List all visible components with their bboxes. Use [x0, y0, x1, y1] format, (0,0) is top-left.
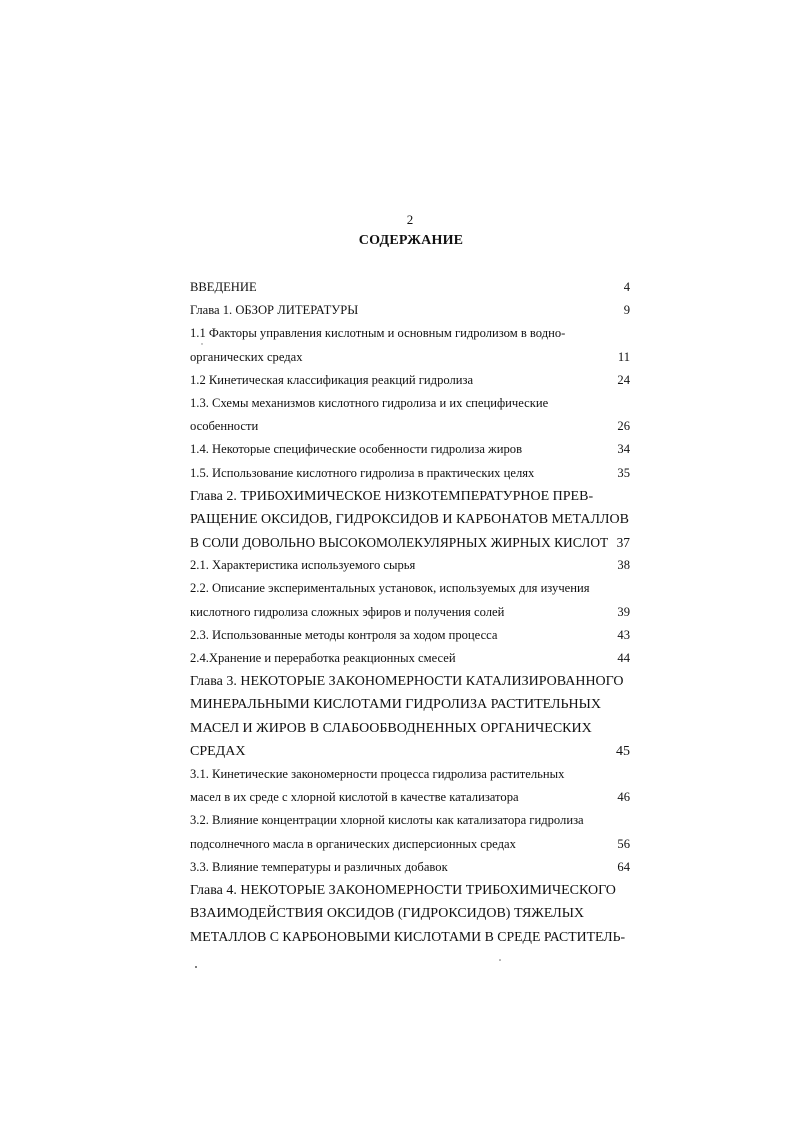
toc-entry-page: 64 — [617, 859, 630, 874]
toc-entry-page: 37 — [616, 535, 630, 551]
toc-entry-text: ВЗАИМОДЕЙСТВИЯ ОКСИДОВ (ГИДРОКСИДОВ) ТЯЖЕЛЫХ — [190, 906, 585, 922]
scan-speck — [201, 343, 202, 344]
toc-entry-text: 2.3. Использованные методы контроля за ходом процесса — [190, 627, 498, 642]
toc-entry-page: 44 — [617, 651, 630, 665]
toc-entry-text: 2.4.Хранение и переработка реакционных смесей — [190, 651, 456, 665]
toc-entry-text: кислотного гидролиза сложных эфиров и получения солей — [190, 604, 505, 619]
toc-entry-page: 46 — [617, 790, 630, 805]
toc-entry-text: особенности — [190, 419, 259, 434]
page-number: 2 — [406, 212, 414, 227]
toc-entry-text: МИНЕРАЛЬНЫМИ КИСЛОТАМИ ГИДРОЛИЗА РАСТИТЕЛЬНЫХ — [190, 697, 601, 713]
toc-entry-text: СРЕДАХ — [190, 743, 246, 759]
toc-entry-text: Глава 2. ТРИБОХИМИЧЕСКОЕ НИЗКОТЕМПЕРАТУРНОЕ ПРЕВ- — [190, 488, 594, 504]
toc-entry-page: 4 — [623, 280, 630, 294]
toc-entry-text: ВВЕДЕНИЕ — [190, 280, 257, 294]
toc-entry-page: 45 — [616, 743, 630, 759]
scan-speck — [195, 966, 197, 968]
toc-entry-text: 1.5. Использование кислотного гидролиза в практических целях — [190, 465, 535, 480]
toc-entry-text: Глава 4. НЕКОТОРЫЕ ЗАКОНОМЕРНОСТИ ТРИБОХИМИЧЕСКОГО — [190, 882, 616, 898]
toc-entry-text: 1.3. Схемы механизмов кислотного гидролиза и их специфические — [190, 395, 549, 410]
toc-entry-page: 35 — [617, 465, 630, 480]
toc-entry-text: 3.1. Кинетические закономерности процесса гидролиза растительных — [190, 766, 565, 781]
toc-entry-text: РАЩЕНИЕ ОКСИДОВ, ГИДРОКСИДОВ И КАРБОНАТОВ МЕТАЛЛОВ — [190, 511, 629, 527]
toc-entry-text: 1.1 Факторы управления кислотным и основным гидролизом в водно- — [190, 326, 566, 341]
toc-entry-text: 2.2. Описание экспериментальных установок, используемых для изучения — [190, 581, 590, 596]
toc-entry-page: 56 — [617, 836, 630, 851]
toc-entry-text: 3.3. Влияние температуры и различных добавок — [190, 859, 448, 874]
toc-entry-text: МЕТАЛЛОВ С КАРБОНОВЫМИ КИСЛОТАМИ В СРЕДЕ РАСТИТЕЛЬ- — [190, 929, 626, 945]
toc-entry-page: 39 — [617, 604, 630, 619]
toc-entry-page: 38 — [617, 558, 630, 573]
toc-entry-text: 1.4. Некоторые специфические особенности гидролиза жиров — [190, 442, 523, 457]
toc-entry-text: масел в их среде с хлорной кислотой в качестве катализатора — [190, 790, 519, 805]
toc-entry-page: 43 — [617, 627, 630, 642]
toc-entry-text: В СОЛИ ДОВОЛЬНО ВЫСОКОМОЛЕКУЛЯРНЫХ ЖИРНЫХ КИСЛОТ — [190, 535, 609, 551]
scan-speck — [499, 959, 501, 961]
toc-entry-text: МАСЕЛ И ЖИРОВ В СЛАБООБВОДНЕННЫХ ОРГАНИЧЕСКИХ — [190, 720, 592, 736]
toc-entry-page: 11 — [617, 349, 630, 364]
toc-entry-page: 9 — [623, 303, 630, 318]
toc-entry-text: 1.2 Кинетическая классификация реакций гидролиза — [190, 372, 474, 387]
toc-entry-text: 3.2. Влияние концентрации хлорной кислоты как катализатора гидролиза — [190, 813, 584, 828]
toc-entry-text: органических средах — [190, 349, 303, 364]
toc-entry-text: Глава 3. НЕКОТОРЫЕ ЗАКОНОМЕРНОСТИ КАТАЛИЗИРОВАННОГО — [190, 674, 624, 690]
toc-title: СОДЕРЖАНИЕ — [358, 233, 464, 248]
toc-entry-page: 26 — [617, 419, 630, 434]
toc-entry-text: подсолнечного масла в органических дисперсионных средах — [190, 836, 516, 851]
toc-entry-text: Глава 1. ОБЗОР ЛИТЕРАТУРЫ — [190, 303, 359, 318]
toc-entry-text: 2.1. Характеристика используемого сырья — [190, 558, 416, 573]
toc-entry-page: 34 — [617, 442, 630, 457]
toc-entry-page: 24 — [617, 372, 630, 387]
